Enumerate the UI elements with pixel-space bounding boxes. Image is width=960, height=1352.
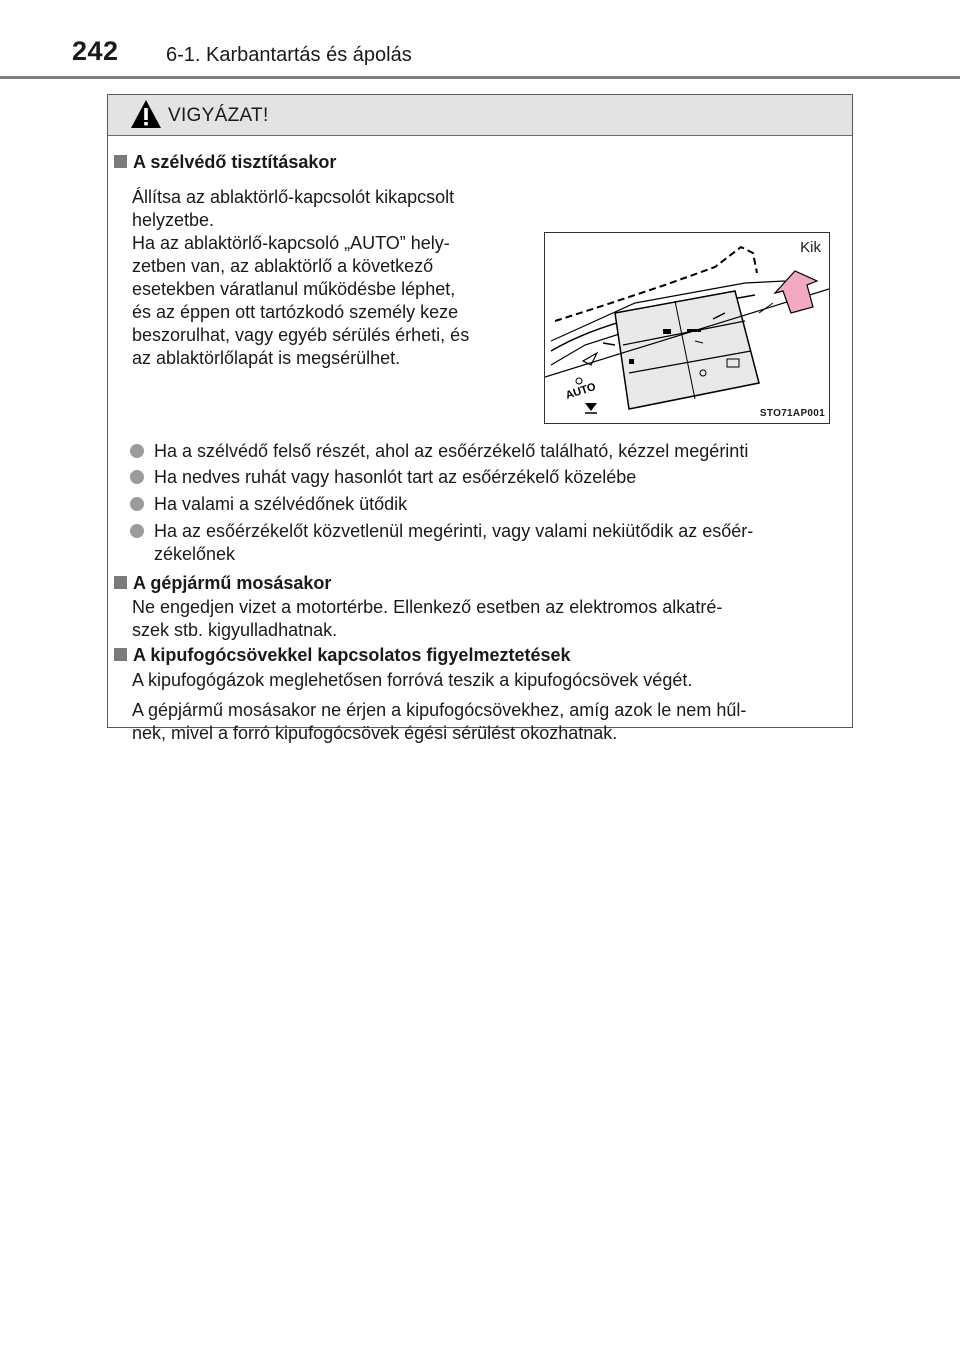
round-bullet-icon — [130, 524, 144, 538]
section-heading-exhaust — [114, 645, 571, 666]
wiper-switch-figure — [544, 232, 830, 424]
text-line: Ne engedjen vizet a motortérbe. Ellenkező esetben az elektromos alkatré- — [132, 597, 723, 617]
text-line: nek, mivel a forró kipufogócsövek égési sérülést okozhatnak. — [132, 723, 618, 743]
round-bullet-icon — [130, 497, 144, 511]
round-bullet-icon — [130, 444, 144, 458]
auto-label: AUTO — [564, 380, 598, 402]
heading-text: A gépjármű mosásakor — [133, 573, 332, 593]
section-title: 6-1. Karbantartás és ápolás — [166, 44, 412, 66]
heading-text: A szélvédő tisztításakor — [133, 152, 337, 172]
text-line: az ablaktörlőlapát is megsérülhet. — [132, 348, 401, 368]
text-line: Állítsa az ablaktörlő-kapcsolót kikapcsolt — [132, 187, 455, 207]
section-heading-windshield — [114, 152, 336, 173]
warning-box — [107, 94, 853, 743]
page-header — [0, 0, 960, 80]
square-bullet-icon — [114, 648, 127, 661]
text-line: szek stb. kigyulladhatnak. — [132, 620, 338, 640]
exhaust-paragraph-2 — [132, 699, 842, 745]
page-number: 242 — [72, 36, 119, 66]
text-line: és az éppen ott tartózkodó személy keze — [132, 302, 459, 322]
text-line: A kipufogógázok meglehetősen forróvá teszik a kipufogócsövek végét. — [132, 670, 693, 690]
text-line: zetben van, az ablaktörlő a következő — [132, 256, 434, 276]
text-line: esetekben váratlanul működésbe léphet, — [132, 279, 456, 299]
round-bullet-icon — [130, 470, 144, 484]
text-line: A gépjármű mosásakor ne érjen a kipufogócsövekhez, amíg azok le nem hűl- — [132, 700, 747, 720]
text-line: helyzetbe. — [132, 210, 215, 230]
windshield-paragraph — [132, 186, 518, 370]
header-rule — [0, 76, 960, 79]
list-item: Ha a szélvédő felső részét, ahol az esőérzékelő található, kézzel megérinti — [130, 440, 842, 463]
exhaust-paragraph-1 — [132, 669, 842, 692]
figure-code: STO71AP001 — [759, 408, 825, 419]
heading-text: A kipufogócsövekkel kapcsolatos figyelmeztetések — [133, 645, 571, 665]
list-item: Ha az esőérzékelőt közvetlenül megérinti, vagy valami nekiütődik az esőér- zékelőnek — [130, 520, 842, 566]
text-line: Ha az ablaktörlő-kapcsoló „AUTO” hely- — [132, 233, 450, 253]
section-heading-car-wash — [114, 573, 331, 594]
warning-header — [108, 95, 852, 136]
wiper-switch-illustration — [545, 233, 829, 423]
warning-title: VIGYÁZAT! — [168, 105, 269, 126]
car-wash-paragraph — [132, 596, 842, 642]
figure-label-off: Kik — [800, 239, 821, 256]
list-item: Ha valami a szélvédőnek ütődik — [130, 493, 842, 516]
list-item: Ha nedves ruhát vagy hasonlót tart az esőérzékelő közelébe — [130, 466, 842, 489]
warning-triangle-icon — [130, 99, 162, 129]
square-bullet-icon — [114, 576, 127, 589]
text-line: beszorulhat, vagy egyéb sérülés érheti, és — [132, 325, 470, 345]
square-bullet-icon — [114, 155, 127, 168]
